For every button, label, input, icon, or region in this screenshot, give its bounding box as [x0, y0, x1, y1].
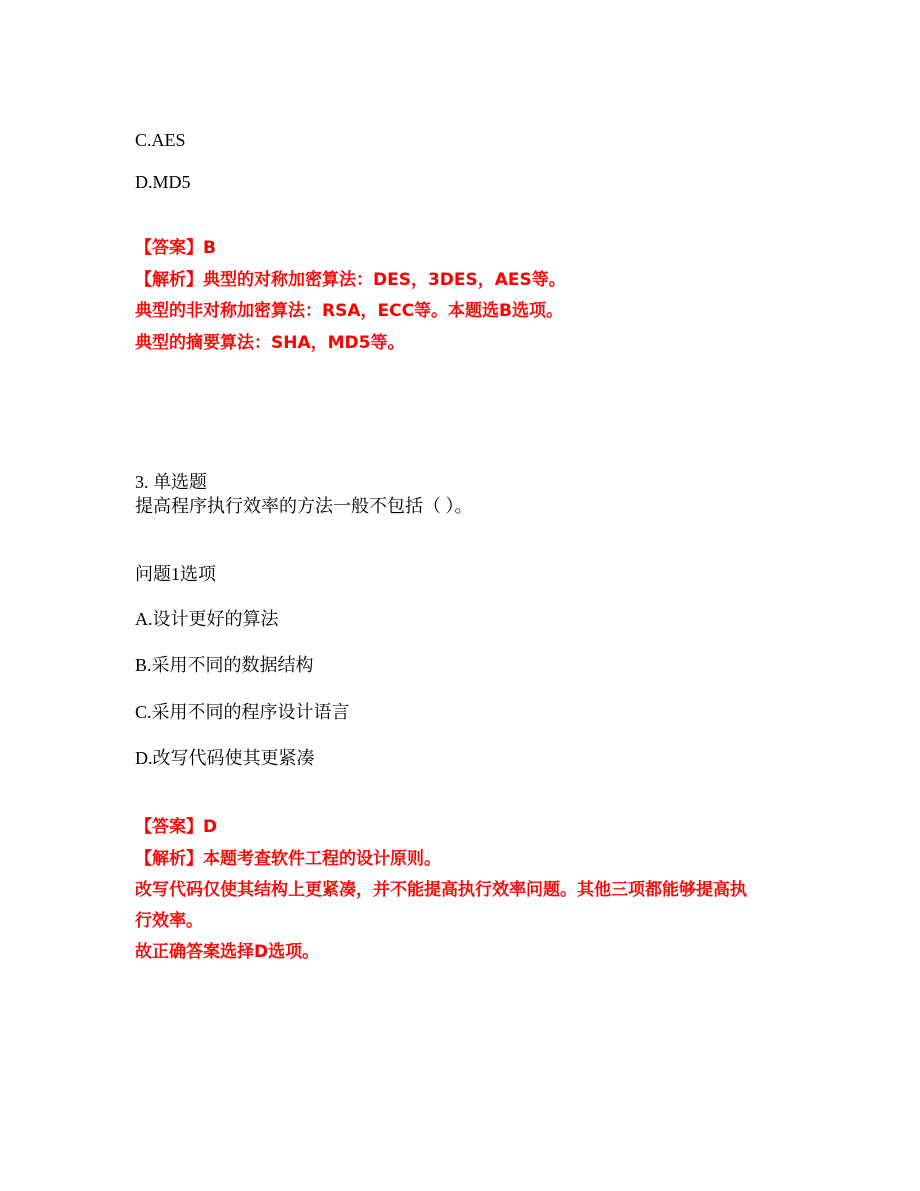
- q3-question: 提高程序执行效率的方法一般不包括（ ）。: [135, 496, 473, 516]
- q3-option-a: A.设计更好的算法: [135, 609, 279, 629]
- q2-option-d: D.MD5: [135, 172, 191, 192]
- q3-answer: 【答案】D: [135, 817, 218, 837]
- q3-option-d: D.改写代码使其更紧凑: [135, 748, 315, 768]
- q2-explanation-line-2: 典型的非对称加密算法：RSA，ECC等。本题选B选项。: [135, 301, 564, 321]
- q3-explanation-line-4: 故正确答案选择D选项。: [135, 942, 320, 962]
- q3-explanation-line-2: 改写代码仅使其结构上更紧凑，并不能提高执行效率问题。其他三项都能够提高执: [135, 880, 747, 900]
- q2-answer: 【答案】B: [135, 238, 216, 258]
- q3-option-c: C.采用不同的程序设计语言: [135, 702, 350, 722]
- q3-subheader: 问题1选项: [135, 564, 216, 584]
- q3-explanation-line-3: 行效率。: [135, 911, 203, 931]
- q2-explanation-line-1: 【解析】典型的对称加密算法：DES，3DES，AES等。: [135, 270, 566, 290]
- q3-explanation-line-1: 【解析】本题考查软件工程的设计原则。: [135, 849, 441, 869]
- q3-option-b: B.采用不同的数据结构: [135, 655, 314, 675]
- q2-option-c: C.AES: [135, 130, 186, 150]
- q2-explanation-line-3: 典型的摘要算法：SHA，MD5等。: [135, 333, 405, 353]
- q3-header: 3. 单选题: [135, 472, 207, 492]
